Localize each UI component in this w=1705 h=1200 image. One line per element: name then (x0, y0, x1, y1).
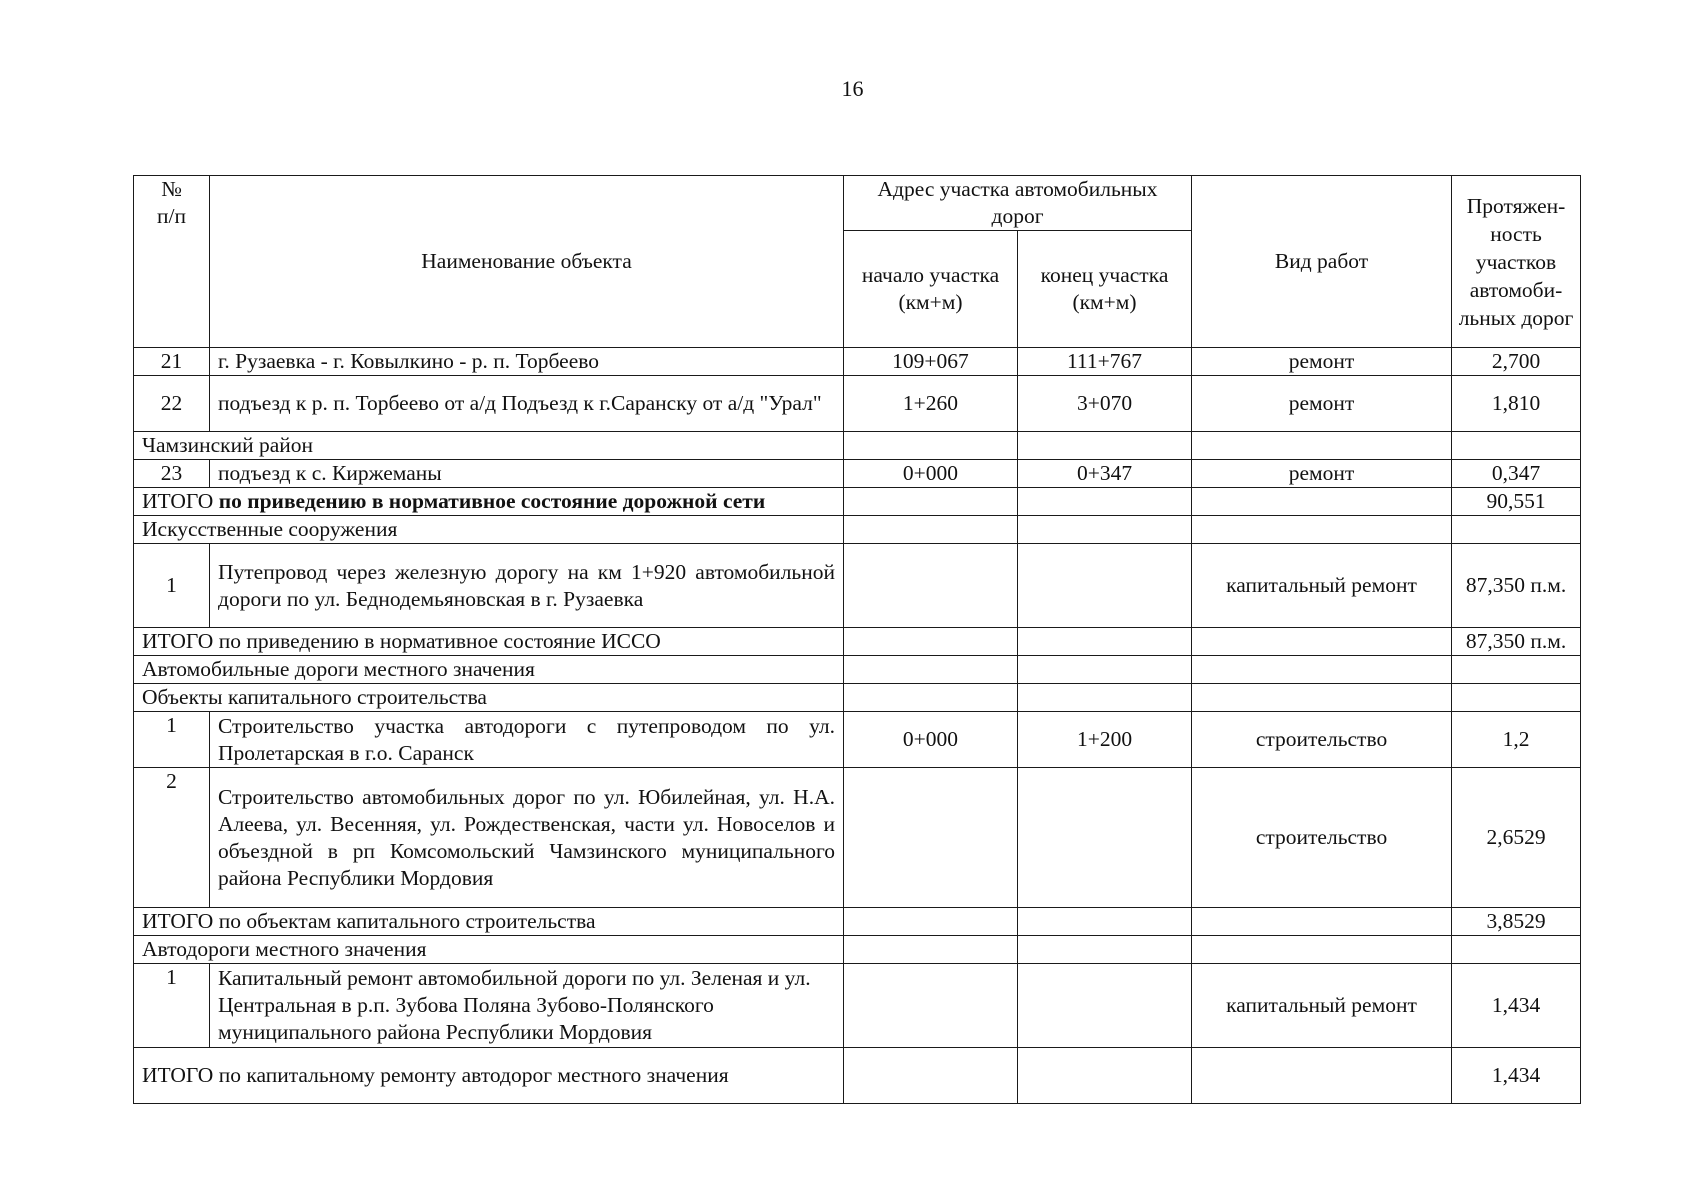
row-length: 1,434 (1452, 964, 1581, 1048)
table-row (134, 964, 1581, 1048)
row-num: 1 (134, 712, 210, 768)
subsection-title: Объекты капитального строительства (134, 684, 844, 712)
row-name: Строительство автомобильных дорог по ул. Юбилейная, ул. Н.А. Алеева, ул. Весенняя, ул. Рождественская, части ул. Новоселов и объездной в рп Комсомольский Чамзинского муниципального района Республики Мордовия (210, 768, 844, 908)
total-length: 3,8529 (1452, 908, 1581, 936)
row-work: строительство (1192, 768, 1452, 908)
row-num: 2 (134, 768, 210, 908)
total-label: ИТОГО по капитальному ремонту автодорог местного значения (134, 1048, 844, 1104)
row-name: подъезд к с. Киржеманы (210, 460, 844, 488)
row-end: 3+070 (1018, 376, 1192, 432)
table-row (134, 376, 1581, 432)
section-title: Чамзинский район (134, 432, 844, 460)
total-prefix: ИТОГО (142, 489, 219, 513)
row-start: 1+260 (844, 376, 1018, 432)
row-work: капитальный ремонт (1192, 964, 1452, 1048)
table-row (134, 712, 1581, 768)
table-header (134, 176, 1581, 348)
header-end: конец участка (км+м) (1018, 231, 1192, 348)
section-row (134, 432, 1581, 460)
row-end: 1+200 (1018, 712, 1192, 768)
total-row (134, 1048, 1581, 1104)
row-work: строительство (1192, 712, 1452, 768)
row-length: 87,350 п.м. (1452, 544, 1581, 628)
row-start: 109+067 (844, 348, 1018, 376)
row-name: Путепровод через железную дорогу на км 1+920 автомобильной дороги по ул. Беднодемьяновская в г. Рузаевка (210, 544, 844, 628)
total-length: 1,434 (1452, 1048, 1581, 1104)
section-row (134, 936, 1581, 964)
row-name: подъезд к р. п. Торбеево от а/д Подъезд к г.Саранску от а/д "Урал" (210, 376, 844, 432)
total-text: по приведению в нормативное состояние дорожной сети (218, 489, 766, 513)
header-address: Адрес участка автомобильных дорог (844, 176, 1192, 231)
row-work: ремонт (1192, 460, 1452, 488)
total-row (134, 908, 1581, 936)
subsection-row (134, 684, 1581, 712)
header-name: Наименование объекта (210, 176, 844, 348)
row-start: 0+000 (844, 460, 1018, 488)
table-row (134, 348, 1581, 376)
row-num: 22 (134, 376, 210, 432)
row-length: 1,2 (1452, 712, 1581, 768)
section-title: Искусственные сооружения (134, 516, 844, 544)
total-row (134, 488, 1581, 516)
total-length: 87,350 п.м. (1452, 628, 1581, 656)
row-work: капитальный ремонт (1192, 544, 1452, 628)
table-row (134, 768, 1581, 908)
row-end: 0+347 (1018, 460, 1192, 488)
total-label (134, 488, 844, 516)
row-work: ремонт (1192, 376, 1452, 432)
total-label: ИТОГО по приведению в нормативное состояние ИССО (134, 628, 844, 656)
section-row (134, 516, 1581, 544)
row-work: ремонт (1192, 348, 1452, 376)
row-num: 1 (134, 544, 210, 628)
road-works-table (133, 175, 1581, 1104)
header-work-type: Вид работ (1192, 176, 1452, 348)
row-name: г. Рузаевка - г. Ковылкино - р. п. Торбеево (210, 348, 844, 376)
total-length: 90,551 (1452, 488, 1581, 516)
row-start: 0+000 (844, 712, 1018, 768)
row-length: 0,347 (1452, 460, 1581, 488)
row-end: 111+767 (1018, 348, 1192, 376)
total-label: ИТОГО по объектам капитального строительства (134, 908, 844, 936)
page-number: 16 (841, 76, 864, 101)
header-length: Протяжен-ность участков автомоби-льных дорог (1452, 176, 1581, 348)
header-num: № п/п (134, 176, 210, 348)
total-row (134, 628, 1581, 656)
section-title: Автомобильные дороги местного значения (134, 656, 844, 684)
row-name: Строительство участка автодороги с путепроводом по ул. Пролетарская в г.о. Саранск (210, 712, 844, 768)
row-name: Капитальный ремонт автомобильной дороги по ул. Зеленая и ул. Центральная в р.п. Зубова Поляна Зубово-Полянского муниципального района Республики Мордовия (210, 964, 844, 1048)
row-num: 23 (134, 460, 210, 488)
section-row (134, 656, 1581, 684)
row-length: 1,810 (1452, 376, 1581, 432)
header-start: начало участка (км+м) (844, 231, 1018, 348)
table-row (134, 544, 1581, 628)
row-length: 2,700 (1452, 348, 1581, 376)
table-row (134, 460, 1581, 488)
row-num: 21 (134, 348, 210, 376)
section-title: Автодороги местного значения (134, 936, 844, 964)
row-num: 1 (134, 964, 210, 1048)
row-length: 2,6529 (1452, 768, 1581, 908)
